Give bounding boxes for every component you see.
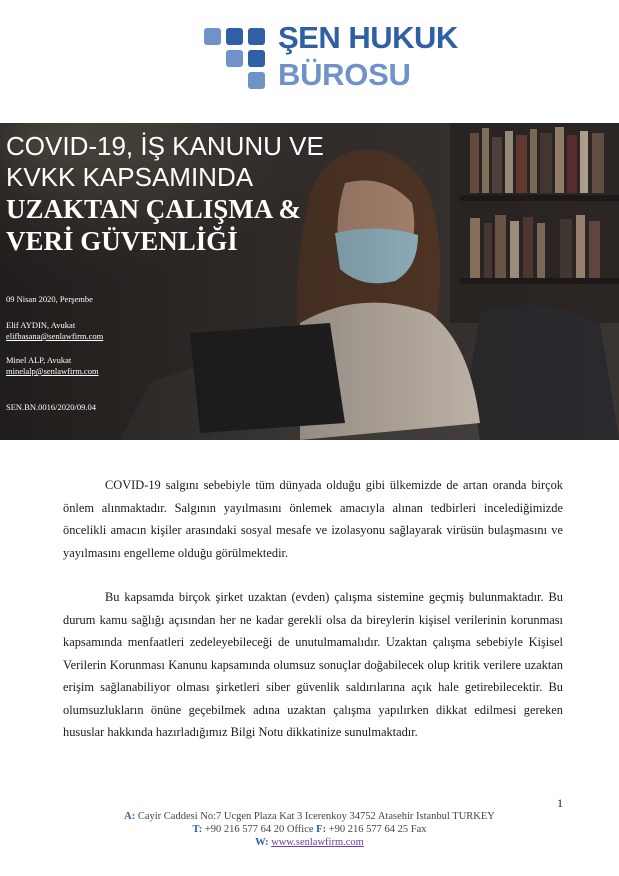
reference-number: SEN.BN.0016/2020/09.04 [6,402,96,412]
title-line-1: COVID-19, İŞ KANUNU VE [6,131,324,161]
website-link[interactable]: www.senlawfirm.com [271,837,364,848]
hero-title [6,131,324,257]
logo-line-2: BÜROSU [278,57,411,92]
address-text: Cayir Caddesi No:7 Ucgen Plaza Kat 3 Icerenkoy 34752 Atasehir Istanbul TURKEY [137,811,495,822]
paragraph-1: COVID-19 salgını sebebiyle tüm dünyada olduğu gibi ülkemizde de artan oranda birçok önlem alınmaktadır. Salgının yayılmasını önlemek amacıyla alınan tedbirleri incelediğimizde öncelikli amacın kişiler arasındaki sosyal mesafe ve izolasyonu sağlayarak virüsün bulaşmasını ve yayılmasını engelleme olduğu görülmektedir. [63,478,563,560]
phone-label: T: [192,824,203,835]
page-footer [0,810,619,849]
address-label: A: [124,811,136,822]
footer-phone-fax [0,823,619,836]
logo-squares-icon [204,28,268,88]
paragraph-2: Bu kapsamda birçok şirket uzaktan (evden) çalışma sistemine geçmiş bulunmaktadır. Bu durum kamu sağlığı açısından her ne kadar gerekli olsa da bireylerin kişisel verilerinin korunması kapsamında menfaatleri zedeleyebileceği de unutulmamalıdır. Uzaktan çalışma sebebiyle Kişisel Verilerin Korunması Kanunu kapsamında olumsuz sonuçlar doğabilecek olup kritik verilere uzaktan erişim sağlanabiliyor olması şirketleri siber güvenlik saldırılarına açık hale getirebilecektir. Bu olumsuzlukların önüne geçebilmek adına uzaktan çalışma yapılırken dikkat edilmesi gereken hususlar hakkında hazırladığımız Bilgi Notu dikkatinize sunulmaktadır. [63,590,563,739]
title-line-2: KVKK KAPSAMINDA [6,162,254,192]
author-1 [6,320,103,342]
article-body [63,474,563,744]
logo-line-1: ŞEN HUKUK [278,20,458,55]
title-bold-line-2: VERİ GÜVENLİĞİ [6,226,238,256]
author-2 [6,355,99,377]
page-number: 1 [557,796,563,810]
phone-text: +90 216 577 64 20 Office [204,824,314,835]
fax-label: F: [316,824,327,835]
author-2-email-link[interactable]: minelalp@senlawfirm.com [6,366,99,376]
web-label: W: [255,837,269,848]
fax-text: +90 216 577 64 25 Fax [328,824,427,835]
author-1-name: Elif AYDIN, Avukat [6,320,76,330]
author-1-email-link[interactable]: elifbasana@senlawfirm.com [6,331,104,341]
hero-banner [0,123,619,440]
author-2-name: Minel ALP, Avukat [6,355,72,365]
title-bold-line-1: UZAKTAN ÇALIŞMA & [6,194,302,224]
footer-address [0,810,619,823]
firm-logo [204,22,464,94]
publish-date: 09 Nisan 2020, Perşembe [6,294,93,304]
footer-web [0,836,619,849]
